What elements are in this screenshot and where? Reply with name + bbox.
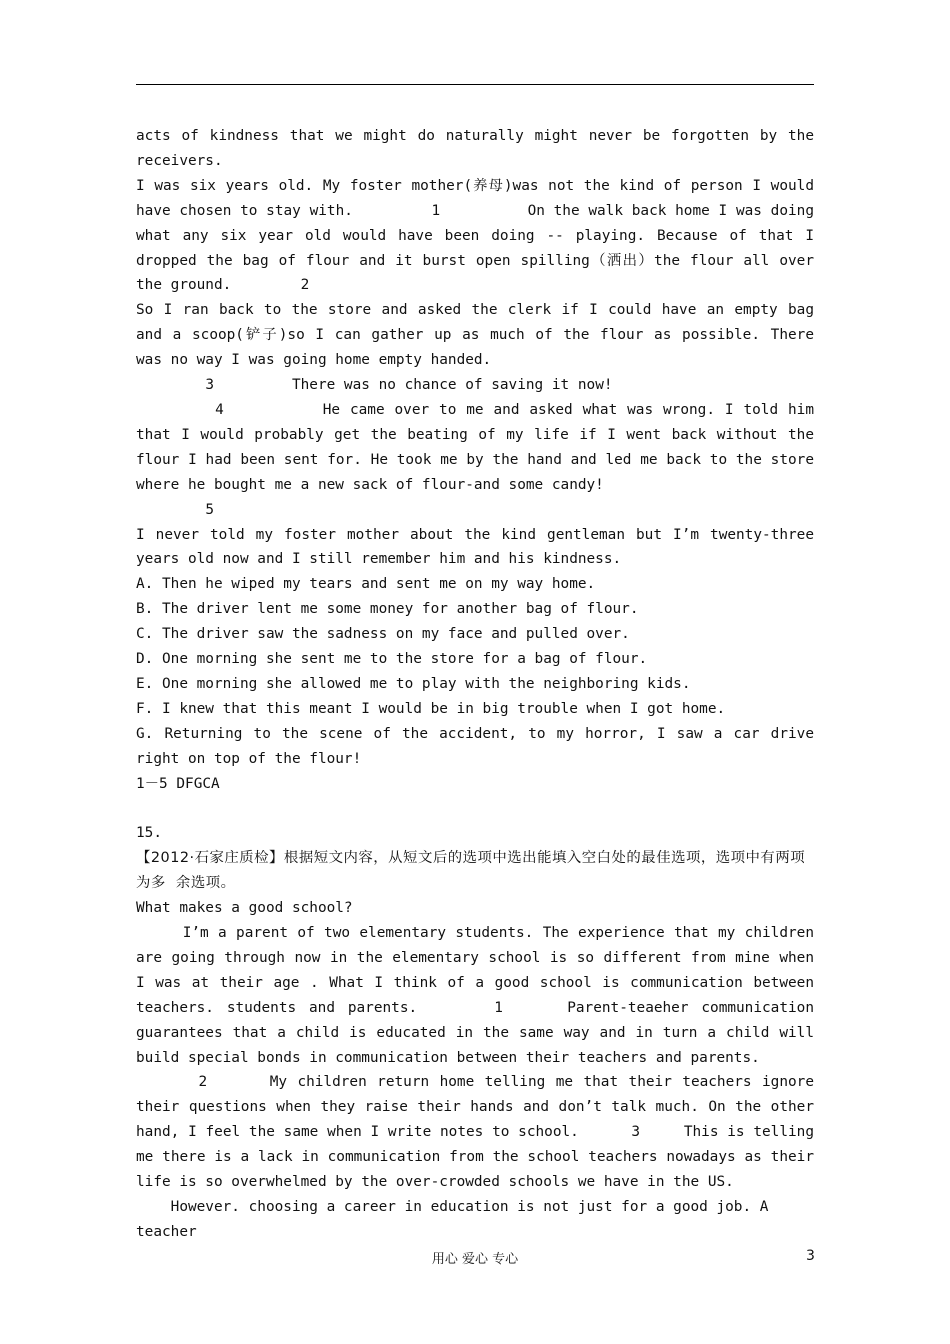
header-rule: [136, 84, 814, 85]
passage1-line-5: 5: [136, 501, 214, 518]
spacer: [136, 796, 814, 821]
option-b: B. The driver lent me some money for another bag of flour.: [136, 601, 639, 618]
passage1-line-1: I was six years old. My foster mother(养母)was not the kind of person I would have chosen to stay with. 1 On the walk back home I was doing what any six year old would have been doing -- playing. Because of that I dropped the bag of flour and it burst open spilling（洒出）the flour all over the ground. 2: [136, 177, 823, 294]
passage2-paragraph-0: I’m a parent of two elementary students. The experience that my children are going through now in the elementary school is so different from mine when I was at their age . What I think of a good school is communication between teachers. students and parents. 1 Parent-teaeher communication guarantees that a child is educated in the same way and in turn a child will build special bonds in communication between their teachers and parents.: [136, 924, 823, 1066]
passage1-line-0: acts of kindness that we might do naturally might never be forgotten by the receivers.: [136, 128, 823, 169]
option-f: F. I knew that this meant I would be in big trouble when I got home.: [136, 700, 726, 717]
passage2-title: What makes a good school?: [136, 900, 353, 917]
passage1-line-6: I never told my foster mother about the kind gentleman but I’m twenty-three years old now and I still remember him and his kindness.: [136, 526, 823, 568]
question-instruction: 【2012·石家庄质检】根据短文内容，从短文后的选项中选出能填入空白处的最佳选项，选项中有两项为多 余选项。: [136, 850, 806, 892]
option-d: D. One morning she sent me to the store for a bag of flour.: [136, 651, 648, 668]
option-g: G. Returning to the scene of the accident, to my horror, I saw a car drive right on top of the flour!: [136, 725, 823, 767]
answer-key: 1－5 DFGCA: [136, 775, 220, 792]
passage1-line-3: 3 There was no chance of saving it now!: [136, 377, 613, 394]
passage2-paragraph-1: 2 My children return home telling me that their teachers ignore their questions when they raise their hands and don’t talk much. On the other hand, I feel the same when I write notes to school. 3 This is telling me there is a lack in communication from the school teachers nowadays as their life is so overwhelmed by the over-crowded schools we have in the US.: [136, 1074, 823, 1191]
question-number: 15.: [136, 825, 162, 842]
passage1-line-2: So I ran back to the store and asked the clerk if I could have an empty bag and a scoop(铲子)so I can gather up as much of the flour as possible. There was no way I was going home empty handed.: [136, 302, 823, 369]
option-e: E. One morning she allowed me to play with the neighboring kids.: [136, 675, 691, 692]
passage2-paragraph-2: However. choosing a career in education is not just for a good job. A teacher: [136, 1198, 778, 1240]
page-footer: [0, 1248, 950, 1270]
option-a: A. Then he wiped my tears and sent me on my way home.: [136, 576, 596, 593]
page-number: 3: [806, 1248, 815, 1264]
option-c: C. The driver saw the sadness on my face and pulled over.: [136, 626, 630, 643]
footer-motto: 用心 爱心 专心: [431, 1252, 519, 1267]
page-content: [136, 124, 823, 1245]
passage1-line-4: 4 He came over to me and asked what was wrong. I told him that I would probably get the beating of my life if I went back without the flour I had been sent for. He took me by the hand and led me back to the store where he bought me a new sack of flour-and some candy!: [136, 401, 823, 493]
